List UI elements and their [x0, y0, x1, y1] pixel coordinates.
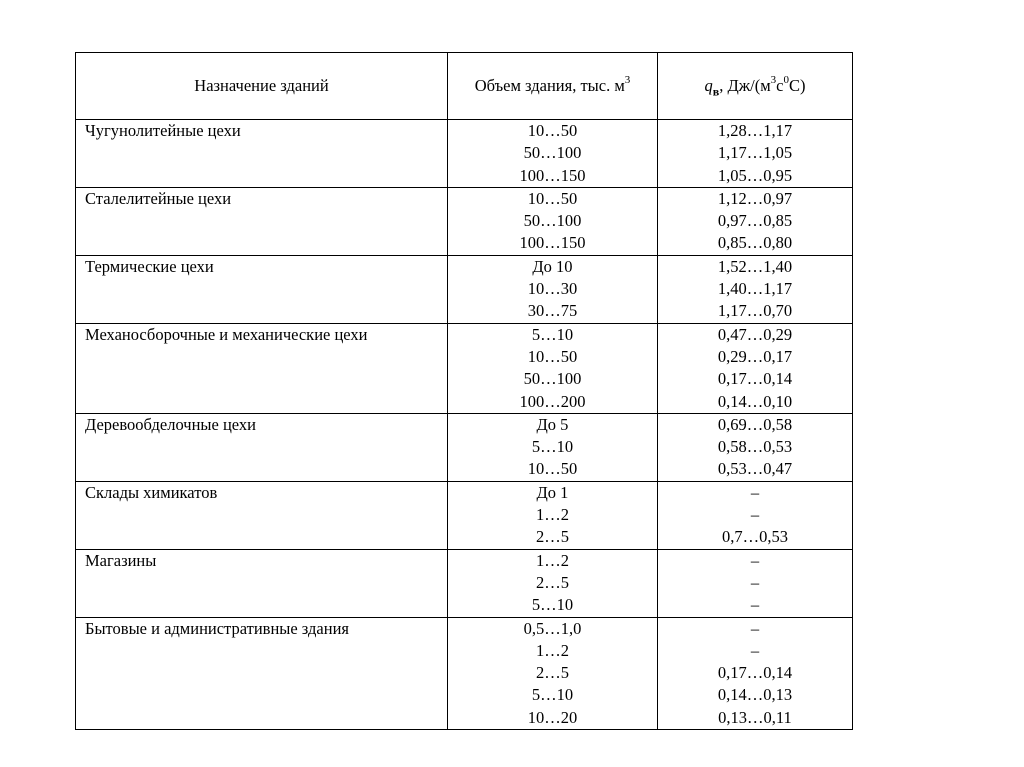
specific-heat-cell — [658, 549, 853, 617]
volume-range-value: 5…10 — [531, 595, 574, 615]
volume-range-value: 2…5 — [536, 663, 569, 683]
building-purpose-cell: Магазины — [76, 549, 448, 617]
building-purpose-cell: Деревообделочные цехи — [76, 413, 448, 481]
volume-range-value: 100…150 — [519, 165, 586, 185]
header-building-volume — [448, 53, 658, 120]
specific-heat-value: 0,17…0,14 — [717, 369, 793, 389]
building-heat-table — [75, 52, 853, 730]
volume-range-value: До 5 — [536, 414, 569, 434]
specific-heat-value: 1,17…0,70 — [717, 301, 793, 321]
specific-heat-cell — [658, 481, 853, 549]
volume-range-value: 0,5…1,0 — [523, 618, 582, 638]
volume-range-value: 5…10 — [531, 437, 574, 457]
specific-heat-value: – — [750, 595, 760, 615]
specific-heat-value: 1,05…0,95 — [717, 165, 793, 185]
specific-heat-value: – — [750, 572, 760, 592]
header-building-purpose — [76, 53, 448, 120]
volume-range-value: 1…2 — [536, 550, 569, 570]
building-volume-cell — [448, 549, 658, 617]
table-body — [76, 120, 853, 730]
table-row — [76, 187, 853, 255]
table-row — [76, 481, 853, 549]
specific-heat-value: – — [750, 505, 760, 525]
building-volume-cell — [448, 617, 658, 729]
specific-heat-value: 0,69…0,58 — [717, 414, 793, 434]
header-specific-heat — [658, 53, 853, 120]
specific-heat-value: 1,52…1,40 — [717, 256, 793, 276]
building-volume-cell — [448, 187, 658, 255]
header-q-unit-a: , Дж/(м — [719, 75, 771, 95]
building-volume-cell — [448, 481, 658, 549]
volume-range-value: 100…200 — [519, 391, 586, 411]
specific-heat-value: – — [750, 618, 760, 638]
table-row — [76, 120, 853, 188]
volume-range-value: 10…50 — [527, 459, 578, 479]
building-volume-cell — [448, 323, 658, 413]
specific-heat-value: 0,17…0,14 — [717, 663, 793, 683]
specific-heat-value: 0,13…0,11 — [718, 707, 792, 727]
table-header-row — [76, 53, 853, 120]
specific-heat-cell — [658, 413, 853, 481]
header-q-unit-sup1: 3 — [770, 74, 777, 87]
volume-range-value: 50…100 — [523, 369, 582, 389]
specific-heat-cell — [658, 255, 853, 323]
specific-heat-value: 1,28…1,17 — [717, 121, 793, 140]
building-purpose-cell: Сталелитейные цехи — [76, 187, 448, 255]
volume-range-value: 5…10 — [531, 685, 574, 705]
volume-range-value: 10…50 — [527, 346, 578, 366]
volume-range-value: 2…5 — [536, 572, 569, 592]
table-row — [76, 549, 853, 617]
header-q-unit-c: С) — [789, 75, 806, 95]
volume-range-value: 1…2 — [536, 505, 569, 525]
volume-range-value: 10…20 — [527, 707, 578, 727]
volume-range-value: 1…2 — [536, 640, 569, 660]
building-purpose-cell: Механосборочные и механические цехи — [76, 323, 448, 413]
building-volume-cell — [448, 255, 658, 323]
volume-range-value: До 1 — [536, 482, 569, 502]
volume-range-value: 100…150 — [519, 233, 586, 253]
specific-heat-value: 0,85…0,80 — [717, 233, 793, 253]
header-q-unit-sup2: 0 — [783, 74, 789, 87]
building-volume-cell — [448, 120, 658, 188]
specific-heat-value: 0,53…0,47 — [717, 459, 793, 479]
volume-range-value: 50…100 — [523, 143, 582, 163]
building-purpose-cell: Термические цехи — [76, 255, 448, 323]
specific-heat-value: 0,29…0,17 — [717, 346, 793, 366]
volume-range-value: 10…50 — [527, 121, 578, 140]
building-volume-cell — [448, 413, 658, 481]
building-purpose-cell: Чугунолитейные цехи — [76, 120, 448, 188]
specific-heat-cell — [658, 617, 853, 729]
volume-range-value: 30…75 — [527, 301, 578, 321]
specific-heat-value: 0,7…0,53 — [722, 527, 788, 547]
specific-heat-cell — [658, 323, 853, 413]
building-purpose-cell: Бытовые и административные здания — [76, 617, 448, 729]
header-volume-sup: 3 — [624, 74, 631, 87]
specific-heat-value: 1,17…1,05 — [717, 143, 793, 163]
specific-heat-cell — [658, 120, 853, 188]
volume-range-value: 10…50 — [527, 188, 578, 208]
specific-heat-cell — [658, 187, 853, 255]
table-row — [76, 323, 853, 413]
volume-range-value: До 10 — [532, 256, 573, 276]
header-q-symbol: q — [704, 75, 713, 95]
header-q-sub: в — [712, 84, 720, 99]
specific-heat-value: – — [750, 550, 760, 570]
volume-range-value: 5…10 — [531, 324, 574, 344]
specific-heat-value: 0,97…0,85 — [717, 211, 793, 231]
header-q-unit-b: с — [776, 75, 784, 95]
volume-range-value: 2…5 — [536, 527, 569, 547]
specific-heat-value: 0,14…0,10 — [717, 391, 793, 411]
specific-heat-value: – — [750, 482, 760, 502]
volume-range-value: 10…30 — [527, 279, 578, 299]
building-purpose-cell: Склады химикатов — [76, 481, 448, 549]
table-row — [76, 255, 853, 323]
specific-heat-value: 0,58…0,53 — [717, 437, 793, 457]
specific-heat-value: 0,14…0,13 — [717, 685, 793, 705]
specific-heat-value: 1,40…1,17 — [717, 279, 793, 299]
header-volume-text: Объем здания, тыс. м — [474, 75, 625, 95]
table-row — [76, 617, 853, 729]
volume-range-value: 50…100 — [523, 211, 582, 231]
specific-heat-value: 0,47…0,29 — [717, 324, 793, 344]
specific-heat-value: – — [750, 640, 760, 660]
table-row — [76, 413, 853, 481]
specific-heat-value: 1,12…0,97 — [717, 188, 793, 208]
header-building-purpose-text: Назначение зданий — [194, 75, 329, 95]
